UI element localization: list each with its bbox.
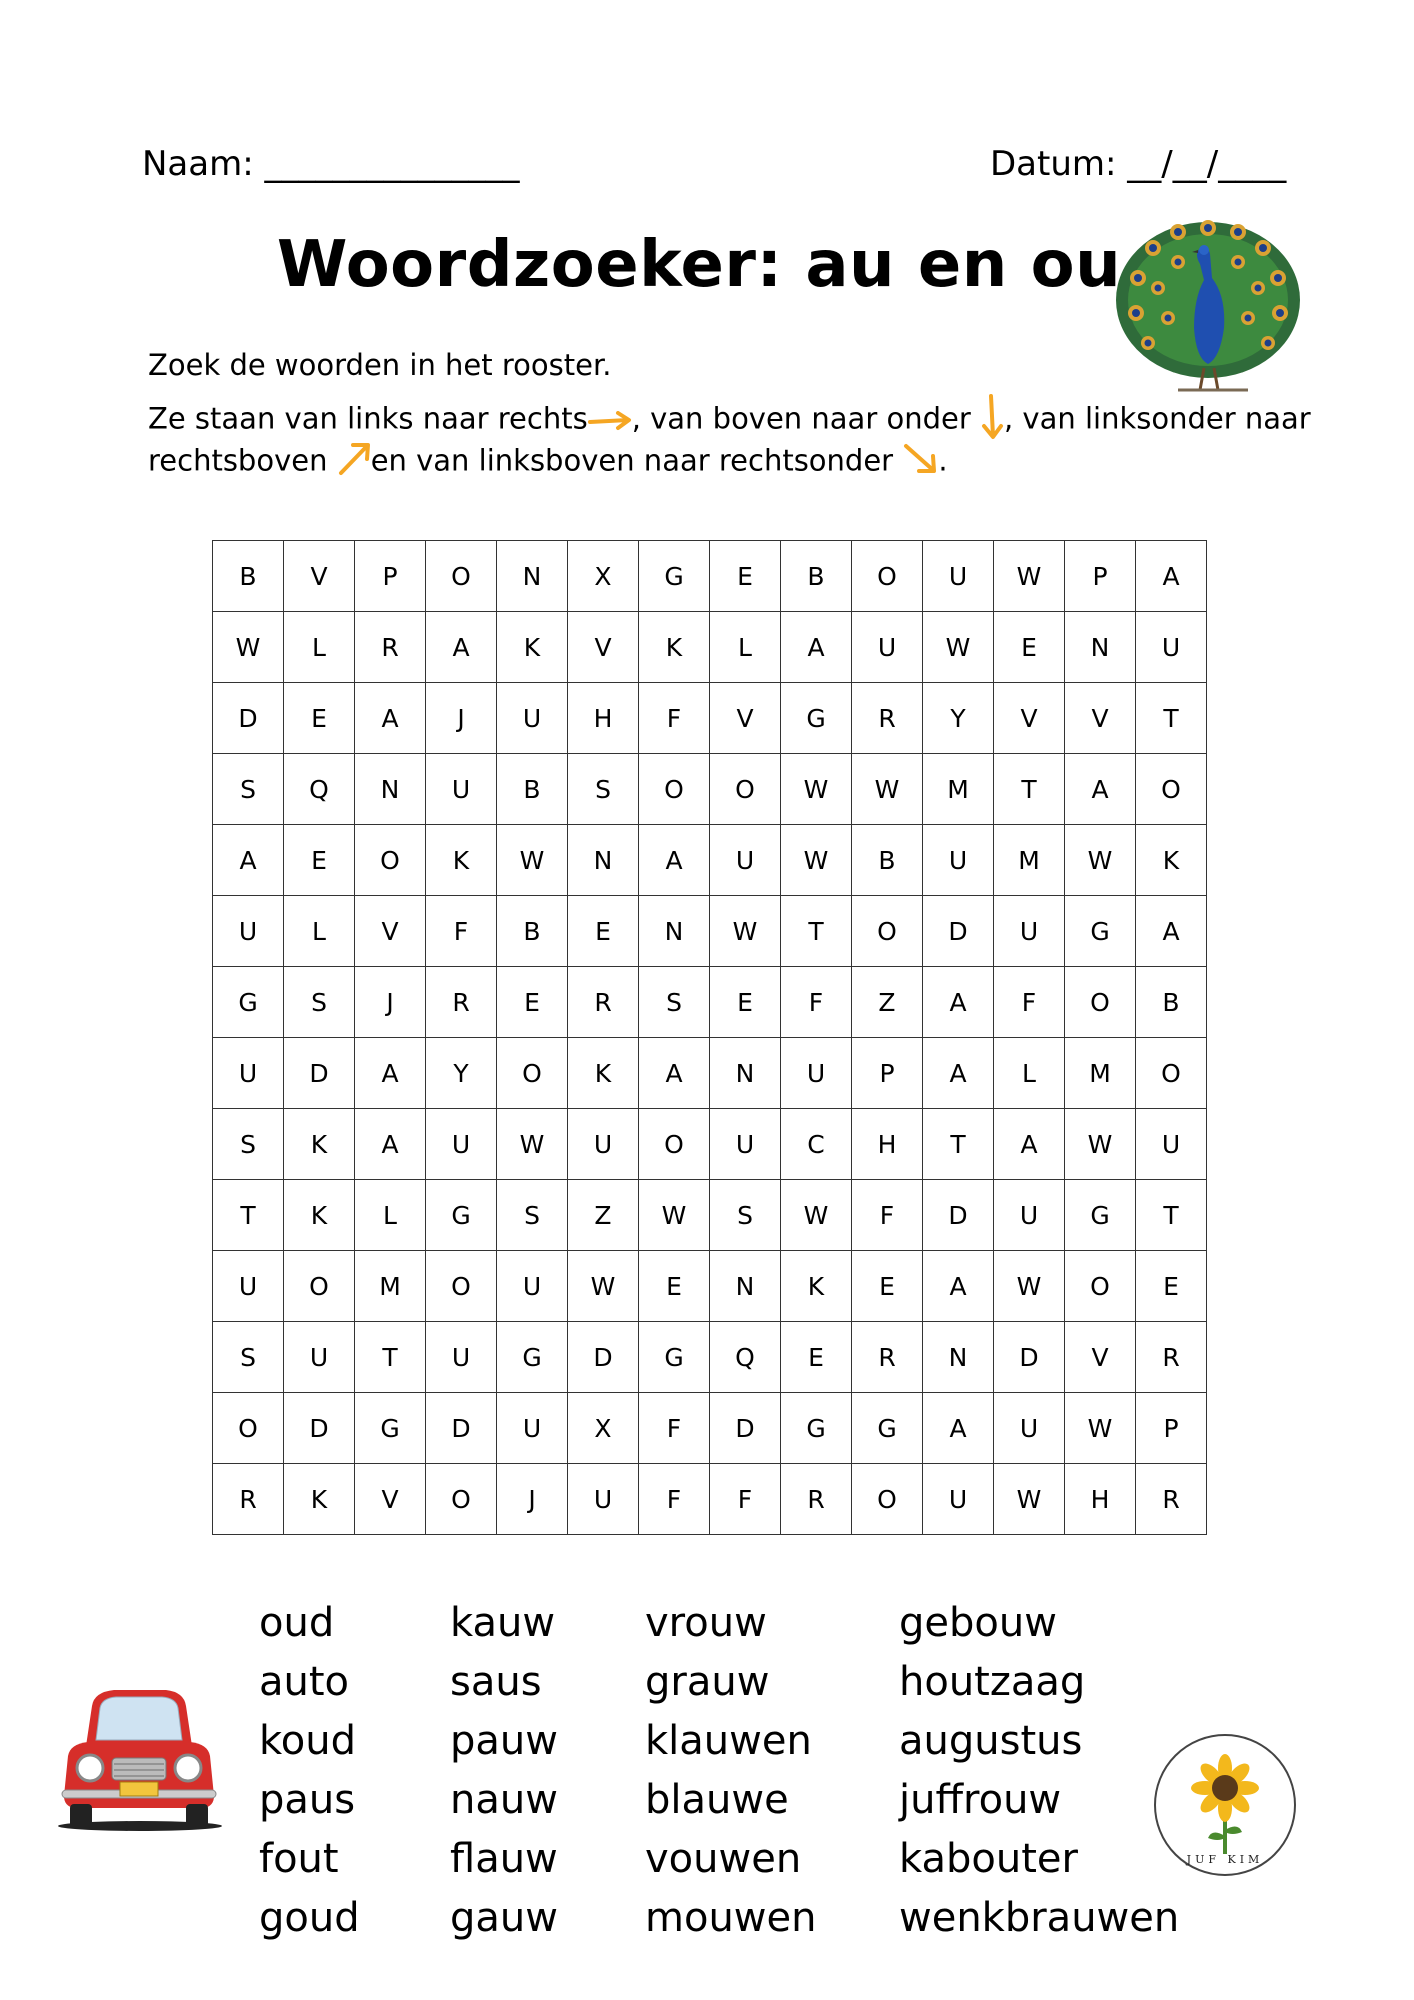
- grid-cell: U: [284, 1322, 355, 1393]
- grid-cell: T: [1136, 1180, 1207, 1251]
- grid-cell: J: [355, 967, 426, 1038]
- grid-cell: F: [710, 1464, 781, 1535]
- grid-cell: D: [284, 1393, 355, 1464]
- grid-cell: H: [852, 1109, 923, 1180]
- grid-cell: O: [426, 1464, 497, 1535]
- grid-cell: U: [994, 896, 1065, 967]
- grid-cell: W: [994, 541, 1065, 612]
- grid-cell: E: [1136, 1251, 1207, 1322]
- grid-cell: S: [497, 1180, 568, 1251]
- grid-cell: L: [710, 612, 781, 683]
- grid-cell: W: [639, 1180, 710, 1251]
- instruction-top-left: en van linksboven naar rechtsonder: [370, 443, 894, 478]
- grid-cell: A: [213, 825, 284, 896]
- grid-cell: W: [1065, 1393, 1136, 1464]
- word-list-item: gebouw: [899, 1600, 1057, 1646]
- grid-cell: A: [1136, 896, 1207, 967]
- grid-cell: W: [497, 1109, 568, 1180]
- grid-cell: P: [1136, 1393, 1207, 1464]
- grid-cell: U: [497, 1393, 568, 1464]
- grid-row: [213, 541, 1207, 612]
- grid-cell: K: [1136, 825, 1207, 896]
- word-list-item: koud: [259, 1718, 356, 1764]
- arrow-up-right-icon: [337, 441, 371, 484]
- grid-cell: L: [284, 612, 355, 683]
- grid-cell: B: [497, 896, 568, 967]
- grid-row: [213, 1393, 1207, 1464]
- arrow-down-icon: [980, 394, 1004, 447]
- grid-cell: L: [355, 1180, 426, 1251]
- grid-cell: J: [426, 683, 497, 754]
- word-list-item: saus: [450, 1659, 542, 1705]
- word-list-item: nauw: [450, 1777, 558, 1823]
- grid-cell: U: [426, 1322, 497, 1393]
- grid-cell: B: [497, 754, 568, 825]
- word-list-item: paus: [259, 1777, 356, 1823]
- word-list-item: oud: [259, 1600, 335, 1646]
- grid-cell: N: [568, 825, 639, 896]
- grid-row: [213, 896, 1207, 967]
- grid-cell: O: [852, 1464, 923, 1535]
- grid-cell: B: [213, 541, 284, 612]
- grid-cell: E: [639, 1251, 710, 1322]
- grid-cell: W: [994, 1251, 1065, 1322]
- grid-cell: O: [426, 541, 497, 612]
- grid-cell: G: [1065, 896, 1136, 967]
- grid-cell: D: [994, 1322, 1065, 1393]
- grid-cell: S: [213, 1322, 284, 1393]
- grid-cell: W: [1065, 1109, 1136, 1180]
- grid-cell: D: [923, 1180, 994, 1251]
- grid-cell: N: [710, 1038, 781, 1109]
- grid-cell: S: [213, 754, 284, 825]
- grid-cell: O: [213, 1393, 284, 1464]
- grid-cell: U: [710, 1109, 781, 1180]
- grid-cell: W: [497, 825, 568, 896]
- grid-cell: U: [923, 541, 994, 612]
- grid-cell: S: [284, 967, 355, 1038]
- grid-cell: G: [781, 683, 852, 754]
- word-list-item: wenkbrauwen: [899, 1895, 1180, 1941]
- grid-cell: S: [213, 1109, 284, 1180]
- grid-cell: K: [426, 825, 497, 896]
- grid-cell: W: [781, 754, 852, 825]
- grid-cell: R: [852, 1322, 923, 1393]
- grid-cell: U: [1136, 1109, 1207, 1180]
- grid-cell: W: [781, 1180, 852, 1251]
- grid-cell: O: [497, 1038, 568, 1109]
- grid-cell: A: [355, 1038, 426, 1109]
- grid-cell: A: [781, 612, 852, 683]
- grid-cell: A: [639, 825, 710, 896]
- instruction-line-1: Zoek de woorden in het rooster.: [148, 348, 612, 382]
- grid-cell: B: [852, 825, 923, 896]
- instruction-top-bottom: , van boven naar onder: [631, 401, 971, 436]
- grid-cell: G: [355, 1393, 426, 1464]
- grid-cell: E: [568, 896, 639, 967]
- grid-cell: O: [1136, 754, 1207, 825]
- grid-cell: H: [568, 683, 639, 754]
- instruction-bottom-left: , van linksonder naar: [1004, 401, 1311, 436]
- grid-cell: W: [213, 612, 284, 683]
- grid-cell: G: [426, 1180, 497, 1251]
- grid-cell: L: [994, 1038, 1065, 1109]
- grid-cell: K: [781, 1251, 852, 1322]
- grid-cell: K: [497, 612, 568, 683]
- grid-cell: E: [710, 967, 781, 1038]
- grid-cell: A: [639, 1038, 710, 1109]
- word-list-item: goud: [259, 1895, 360, 1941]
- grid-cell: B: [1136, 967, 1207, 1038]
- grid-cell: T: [213, 1180, 284, 1251]
- grid-cell: T: [781, 896, 852, 967]
- word-search-grid: [212, 540, 1207, 1535]
- grid-cell: U: [781, 1038, 852, 1109]
- grid-cell: D: [426, 1393, 497, 1464]
- grid-cell: G: [639, 1322, 710, 1393]
- word-list-column-4: [899, 1594, 1179, 1948]
- word-list-item: pauw: [450, 1718, 558, 1764]
- grid-cell: F: [852, 1180, 923, 1251]
- grid-cell: R: [213, 1464, 284, 1535]
- word-list-item: blauwe: [645, 1777, 789, 1823]
- grid-cell: U: [568, 1109, 639, 1180]
- grid-cell: A: [355, 1109, 426, 1180]
- grid-cell: D: [710, 1393, 781, 1464]
- grid-cell: V: [1065, 683, 1136, 754]
- grid-cell: V: [994, 683, 1065, 754]
- grid-row: [213, 1322, 1207, 1393]
- grid-cell: U: [994, 1180, 1065, 1251]
- grid-cell: U: [710, 825, 781, 896]
- juf-kim-logo: [1152, 1732, 1298, 1882]
- grid-cell: O: [852, 896, 923, 967]
- word-list-item: houtzaag: [899, 1659, 1086, 1705]
- word-list-item: vouwen: [645, 1836, 802, 1882]
- arrow-right-icon: [588, 404, 632, 438]
- grid-cell: F: [426, 896, 497, 967]
- grid-cell: N: [355, 754, 426, 825]
- grid-cell: E: [497, 967, 568, 1038]
- grid-cell: R: [568, 967, 639, 1038]
- grid-cell: O: [1065, 967, 1136, 1038]
- instruction-line-3: [148, 441, 948, 484]
- grid-cell: O: [852, 541, 923, 612]
- grid-cell: N: [497, 541, 568, 612]
- grid-cell: T: [1136, 683, 1207, 754]
- grid-cell: W: [781, 825, 852, 896]
- word-list-item: auto: [259, 1659, 350, 1705]
- grid-cell: N: [1065, 612, 1136, 683]
- word-list-item: flauw: [450, 1836, 558, 1882]
- grid-cell: W: [923, 612, 994, 683]
- grid-cell: Q: [284, 754, 355, 825]
- grid-cell: A: [426, 612, 497, 683]
- grid-cell: U: [1136, 612, 1207, 683]
- grid-cell: C: [781, 1109, 852, 1180]
- word-list-item: juffrouw: [899, 1777, 1062, 1823]
- grid-cell: R: [355, 612, 426, 683]
- logo-text: JUF KIM: [1186, 1853, 1264, 1866]
- date-field-label: Datum: __/__/____: [990, 144, 1287, 184]
- grid-cell: M: [355, 1251, 426, 1322]
- word-list-column-2: [450, 1594, 558, 1948]
- grid-cell: O: [639, 1109, 710, 1180]
- grid-cell: U: [213, 1038, 284, 1109]
- grid-cell: S: [710, 1180, 781, 1251]
- grid-cell: U: [852, 612, 923, 683]
- grid-cell: D: [923, 896, 994, 967]
- grid-cell: F: [639, 1464, 710, 1535]
- grid-cell: N: [710, 1251, 781, 1322]
- grid-cell: R: [781, 1464, 852, 1535]
- grid-cell: R: [852, 683, 923, 754]
- word-list-item: kauw: [450, 1600, 556, 1646]
- grid-cell: E: [852, 1251, 923, 1322]
- grid-cell: U: [497, 683, 568, 754]
- grid-cell: T: [994, 754, 1065, 825]
- instruction-end-period: .: [938, 443, 948, 478]
- grid-cell: A: [923, 1038, 994, 1109]
- grid-cell: U: [497, 1251, 568, 1322]
- grid-cell: A: [923, 967, 994, 1038]
- grid-cell: K: [284, 1180, 355, 1251]
- grid-cell: U: [426, 754, 497, 825]
- grid-cell: D: [284, 1038, 355, 1109]
- grid-cell: K: [284, 1464, 355, 1535]
- grid-cell: G: [781, 1393, 852, 1464]
- grid-cell: U: [213, 1251, 284, 1322]
- grid-cell: K: [284, 1109, 355, 1180]
- grid-cell: G: [852, 1393, 923, 1464]
- grid-cell: J: [497, 1464, 568, 1535]
- word-list-item: vrouw: [645, 1600, 767, 1646]
- grid-cell: V: [355, 1464, 426, 1535]
- word-list-item: fout: [259, 1836, 339, 1882]
- grid-cell: O: [1065, 1251, 1136, 1322]
- grid-cell: N: [923, 1322, 994, 1393]
- grid-cell: A: [923, 1393, 994, 1464]
- grid-cell: V: [710, 683, 781, 754]
- grid-cell: F: [639, 683, 710, 754]
- grid-cell: A: [1065, 754, 1136, 825]
- grid-cell: Q: [710, 1322, 781, 1393]
- grid-cell: R: [426, 967, 497, 1038]
- red-car-illustration: [54, 1686, 224, 1840]
- grid-cell: P: [355, 541, 426, 612]
- grid-row: [213, 825, 1207, 896]
- grid-cell: S: [639, 967, 710, 1038]
- grid-cell: D: [568, 1322, 639, 1393]
- word-list-column-1: [259, 1594, 360, 1948]
- grid-cell: B: [781, 541, 852, 612]
- grid-cell: S: [568, 754, 639, 825]
- grid-cell: W: [568, 1251, 639, 1322]
- instruction-top-right: rechtsboven: [148, 443, 328, 478]
- grid-row: [213, 1251, 1207, 1322]
- grid-cell: W: [994, 1464, 1065, 1535]
- word-list-item: gauw: [450, 1895, 558, 1941]
- grid-cell: A: [1136, 541, 1207, 612]
- peacock-illustration: [1108, 218, 1308, 402]
- grid-cell: Y: [923, 683, 994, 754]
- grid-cell: R: [1136, 1322, 1207, 1393]
- grid-cell: D: [213, 683, 284, 754]
- grid-row: [213, 1180, 1207, 1251]
- grid-cell: O: [1136, 1038, 1207, 1109]
- grid-cell: U: [213, 896, 284, 967]
- grid-cell: K: [568, 1038, 639, 1109]
- grid-cell: T: [923, 1109, 994, 1180]
- grid-cell: E: [710, 541, 781, 612]
- grid-cell: V: [568, 612, 639, 683]
- grid-cell: E: [781, 1322, 852, 1393]
- grid-cell: P: [852, 1038, 923, 1109]
- grid-cell: U: [426, 1109, 497, 1180]
- grid-cell: O: [284, 1251, 355, 1322]
- grid-cell: G: [497, 1322, 568, 1393]
- instruction-left-right: Ze staan van links naar rechts: [148, 401, 588, 436]
- word-list-item: grauw: [645, 1659, 770, 1705]
- arrow-down-right-icon: [902, 442, 938, 483]
- grid-cell: W: [1065, 825, 1136, 896]
- grid-cell: F: [994, 967, 1065, 1038]
- grid-cell: E: [284, 683, 355, 754]
- grid-cell: G: [1065, 1180, 1136, 1251]
- word-list-item: klauwen: [645, 1718, 812, 1764]
- grid-row: [213, 1464, 1207, 1535]
- grid-row: [213, 1038, 1207, 1109]
- grid-cell: Y: [426, 1038, 497, 1109]
- grid-cell: O: [710, 754, 781, 825]
- grid-cell: O: [639, 754, 710, 825]
- word-list-item: mouwen: [645, 1895, 817, 1941]
- grid-row: [213, 1109, 1207, 1180]
- grid-cell: G: [213, 967, 284, 1038]
- grid-cell: U: [923, 825, 994, 896]
- grid-cell: E: [994, 612, 1065, 683]
- grid-cell: O: [426, 1251, 497, 1322]
- grid-cell: U: [923, 1464, 994, 1535]
- grid-cell: R: [1136, 1464, 1207, 1535]
- word-list-column-3: [645, 1594, 816, 1948]
- grid-cell: X: [568, 1393, 639, 1464]
- grid-cell: F: [639, 1393, 710, 1464]
- grid-cell: M: [923, 754, 994, 825]
- grid-cell: A: [923, 1251, 994, 1322]
- page-title-text: Woordzoeker: au en ou: [276, 228, 1122, 302]
- grid-cell: O: [355, 825, 426, 896]
- grid-cell: V: [284, 541, 355, 612]
- grid-cell: Z: [852, 967, 923, 1038]
- grid-cell: H: [1065, 1464, 1136, 1535]
- grid-cell: U: [568, 1464, 639, 1535]
- grid-cell: A: [355, 683, 426, 754]
- grid-cell: L: [284, 896, 355, 967]
- grid-cell: K: [639, 612, 710, 683]
- grid-cell: W: [710, 896, 781, 967]
- grid-cell: W: [852, 754, 923, 825]
- grid-cell: A: [994, 1109, 1065, 1180]
- grid-cell: T: [355, 1322, 426, 1393]
- grid-cell: V: [1065, 1322, 1136, 1393]
- grid-cell: M: [1065, 1038, 1136, 1109]
- word-list-item: kabouter: [899, 1836, 1078, 1882]
- grid-row: [213, 967, 1207, 1038]
- grid-cell: N: [639, 896, 710, 967]
- grid-cell: U: [994, 1393, 1065, 1464]
- word-list-item: augustus: [899, 1718, 1083, 1764]
- grid-cell: V: [355, 896, 426, 967]
- name-field-label: Naam: _______________: [142, 144, 520, 184]
- instruction-line-2: [148, 394, 1311, 447]
- grid-cell: X: [568, 541, 639, 612]
- grid-cell: M: [994, 825, 1065, 896]
- grid-row: [213, 683, 1207, 754]
- grid-cell: F: [781, 967, 852, 1038]
- grid-row: [213, 612, 1207, 683]
- grid-cell: P: [1065, 541, 1136, 612]
- grid-cell: G: [639, 541, 710, 612]
- grid-cell: E: [284, 825, 355, 896]
- grid-cell: Z: [568, 1180, 639, 1251]
- grid-row: [213, 754, 1207, 825]
